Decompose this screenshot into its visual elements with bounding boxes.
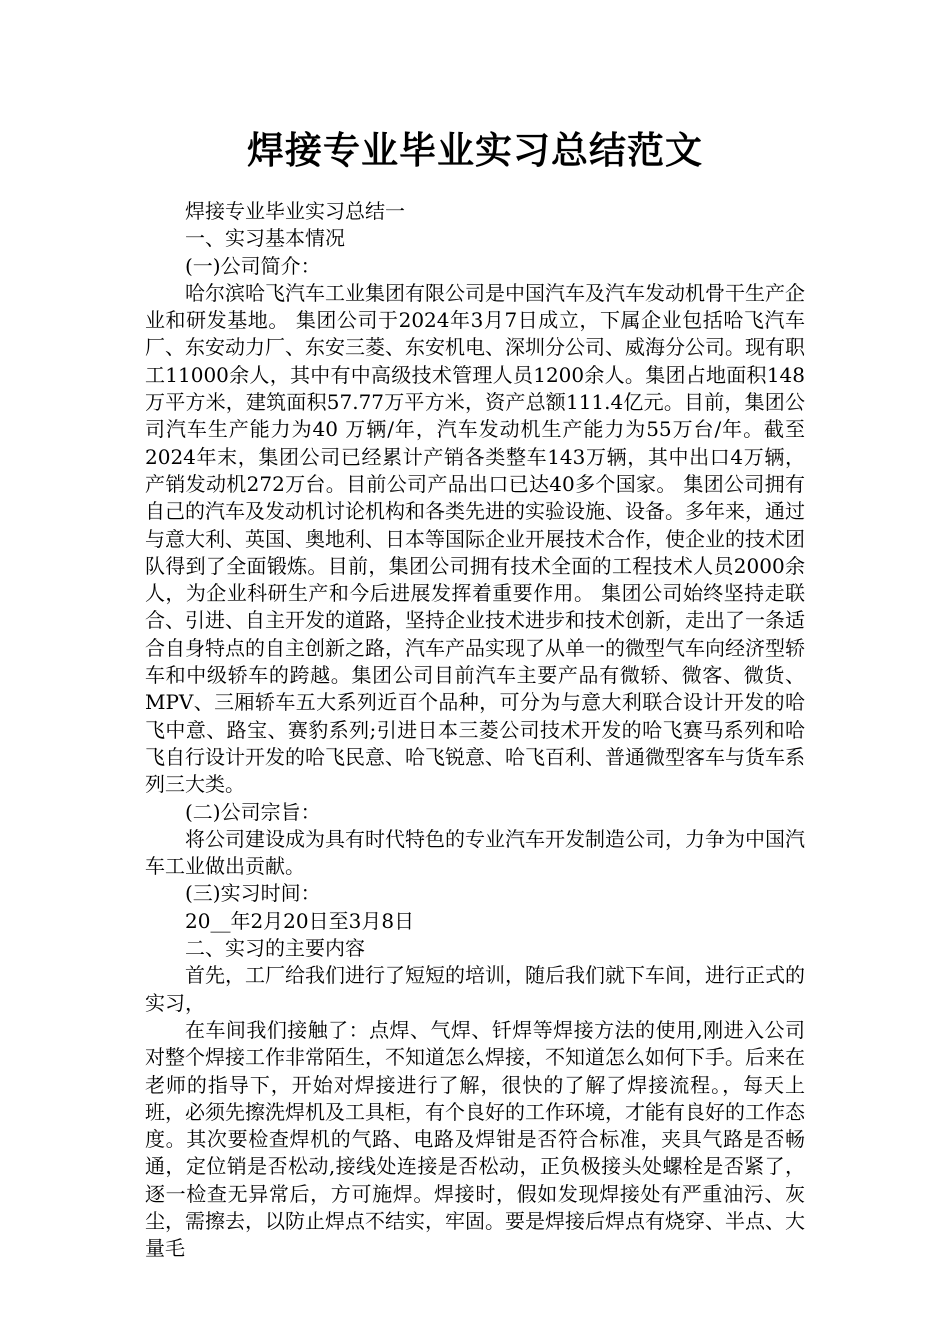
section-heading: 二、实习的主要内容 xyxy=(185,936,365,961)
body-paragraph: 哈尔滨哈飞汽车工业集团有限公司是中国汽车及汽车发动机骨干生产企业和研发基地。 集团公司于2024年3月7日成立，下属企业包括哈飞汽车厂、东安动力厂、东安三菱、东安机电、深圳分公司、威海分公司。现有职工11000余人，其中有中高级技术管理人员1200余人。集团占地面积148万平方米，建筑面积57.77万平方米，资产总额111.4亿元。目前，集团公司汽车生产能力为40 万辆/年，汽车发动机生产能力为55万台/年。截至2024年末，集团公司已经累计产销各类整车143万辆，其中出口4万辆，产销发动机272万台。目前公司产品出口已达40多个国家。 集团公司拥有自己的汽车及发动机讨论机构和各类先进的实验设施、设备。多年来，通过与意大利、英国、奥地利、日本等国际企业开展技术合作，使企业的技术团队得到了全面锻炼。目前，集团公司拥有技术全面的工程技术人员2000余人，为企业科研生产和今后进展发挥着重要作用。 集团公司始终坚持走联合、引进、自主开发的道路，坚持企业技术进步和技术创新，走出了一条适合自身特点的自主创新之路，汽车产品实现了从单一的微型气车向经济型轿车和中级轿车的跨越。集团公司目前汽车主要产品有微轿、微客、微货、MPV、三厢轿车五大系列近百个品种，可分为与意大利联合设计开发的哈飞中意、路宝、赛豹系列;引进日本三菱公司技术开发的哈飞赛马系列和哈飞自行设计开发的哈飞民意、哈飞锐意、哈飞百利、普通微型客车与货车系列三大类。 xyxy=(145,280,805,797)
subsection-heading: (一)公司简介： xyxy=(185,253,321,278)
body-paragraph: 首先，工厂给我们进行了短短的培训，随后我们就下车间，进行正式的实习， xyxy=(145,963,805,1015)
section-heading: 焊接专业毕业实习总结一 xyxy=(185,199,405,223)
body-paragraph: 20__年2月20日至3月8日 xyxy=(185,908,415,933)
subsection-heading: (二)公司宗旨： xyxy=(185,799,321,824)
body-paragraph: 将公司建设成为具有时代特色的专业汽车开发制造公司，力争为中国汽车工业做出贡献。 xyxy=(145,826,805,879)
body-paragraph: 在车间我们接触了：点焊、气焊、钎焊等焊接方法的使用,刚进入公司对整个焊接工作非常陌生，不知道怎么焊接，不知道怎么如何下手。后来在老师的指导下，开始对焊接进行了解，很快的了解了焊接流程。，每天上班，必须先擦洗焊机及工具柜，有个良好的工作环境，才能有良好的工作态度。其次要检查焊机的气路、电路及焊钳是否符合标准，夹具气路是否畅通，定位销是否松动,接线处连接是否松动，正负极接头处螺栓是否紧了，逐一检查无异常后，方可施焊。焊接时，假如发现焊接处有严重油污、灰尘，需擦去，以防止焊点不结实，牢固。要是焊接后焊点有烧穿、半点、大量毛 xyxy=(145,1017,805,1261)
document-body xyxy=(145,198,805,1263)
section-heading: 一、实习基本情况 xyxy=(185,226,345,251)
document-title: 焊接专业毕业实习总结范文 xyxy=(247,129,703,172)
subsection-heading: (三)实习时间： xyxy=(185,881,321,906)
